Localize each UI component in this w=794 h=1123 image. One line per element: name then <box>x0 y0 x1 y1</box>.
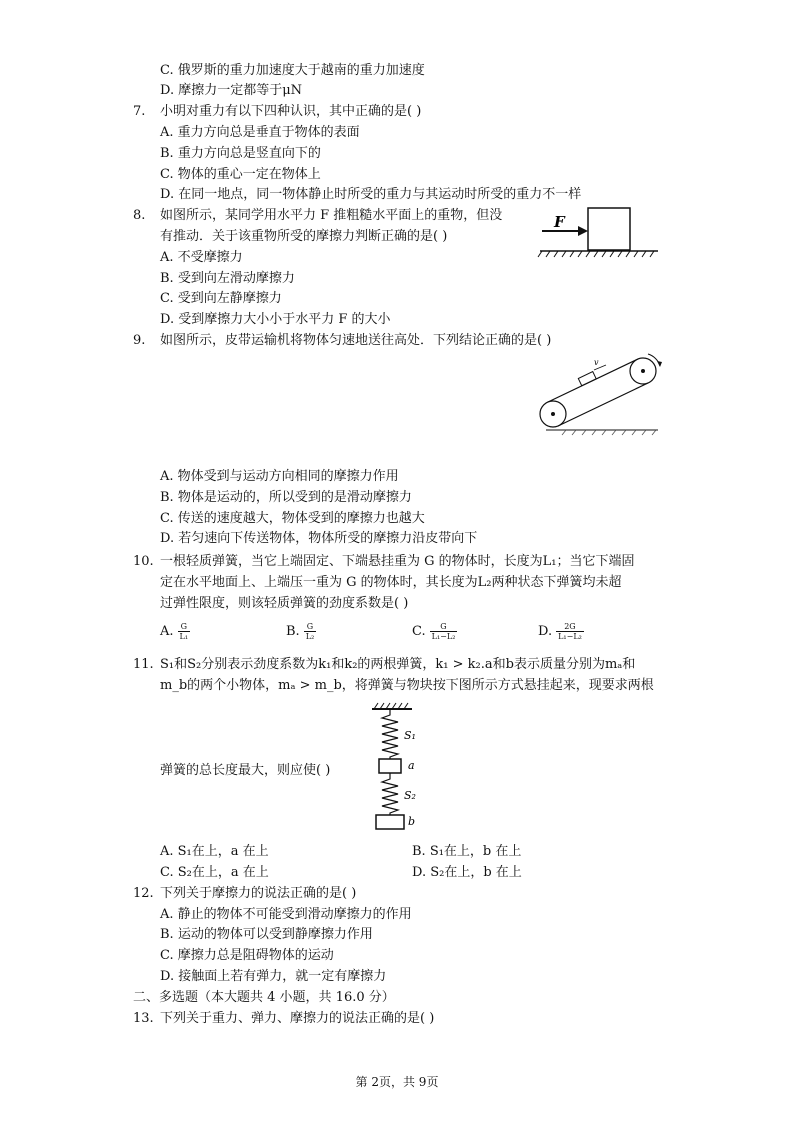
option-a: A. 物体受到与运动方向相同的摩擦力作用 <box>160 469 399 484</box>
question-number: 11. <box>133 657 154 672</box>
page-footer: 第 2页，共 9页 <box>355 1075 439 1089</box>
option-a: A. 重力方向总是垂直于物体的表面 <box>160 125 360 140</box>
option-c: C. $\frac{G}{\text{L₁−L₂}}$ <box>412 622 456 641</box>
question-text: 如图所示，某同学用水平力 F 推粗糙水平面上的重物，但没 <box>160 208 503 223</box>
option-d: D. 若匀速向下传送物体，物体所受的摩擦力沿皮带向下 <box>160 531 478 546</box>
question-text: 过弹性限度，则该轻质弹簧的劲度系数是( ) <box>160 596 409 611</box>
option-b: B. 运动的物体可以受到静摩擦力作用 <box>160 927 373 942</box>
question-number: 10. <box>133 554 154 569</box>
option-d: D. $\frac{2G}{\text{L₁−L₂}}$ <box>538 622 582 641</box>
figure-push-block <box>536 205 661 260</box>
option-d: D. 受到摩擦力大小小于水平力 F 的大小 <box>160 312 391 327</box>
option-c: C. 受到向左静摩擦力 <box>160 291 282 306</box>
option-c: C. 俄罗斯的重力加速度大于越南的重力加速度 <box>160 63 425 78</box>
velocity-label: v <box>594 358 599 367</box>
block-b-label: b <box>408 815 416 828</box>
question-text: 弹簧的总长度最大，则应使( ) <box>160 763 331 778</box>
question-text: 一根轻质弹簧，当它上端固定、下端悬挂重为 G 的物体时，长度为L₁；当它下端固 <box>160 554 635 569</box>
option-c: C. 摩擦力总是阻碍物体的运动 <box>160 948 334 963</box>
option-b: B. 物体是运动的，所以受到的是滑动摩擦力 <box>160 490 412 505</box>
figure-springs <box>368 703 428 831</box>
option-c: C. 传送的速度越大，物体受到的摩擦力也越大 <box>160 511 425 526</box>
option-a: A. 不受摩擦力 <box>160 250 243 265</box>
question-number: 8. <box>133 208 146 223</box>
option-a: A. 静止的物体不可能受到滑动摩擦力的作用 <box>160 907 412 922</box>
question-text: 定在水平地面上、上端压一重为 G 的物体时，其长度为L₂两种状态下弹簧均未超 <box>160 575 622 590</box>
spring-s2-label: S₂ <box>404 789 416 802</box>
option-d: D. 在同一地点，同一物体静止时所受的重力与其运动时所受的重力不一样 <box>160 187 582 202</box>
option-a: A. $\frac{G}{\text{L₁}}$ <box>160 622 189 641</box>
question-text: m_b的两个小物体，mₐ > m_b，将弹簧与物块按下图所示方式悬挂起来，现要求两根 <box>160 678 654 693</box>
option-b: B. 重力方向总是竖直向下的 <box>160 146 321 161</box>
figure-conveyor <box>536 352 662 438</box>
option-a: A. S₁在上，a 在上 <box>160 844 269 859</box>
question-text: 下列关于重力、弹力、摩擦力的说法正确的是( ) <box>160 1011 435 1026</box>
option-d: D. S₂在上，b 在上 <box>412 865 522 880</box>
option-b: B. $\frac{G}{\text{L₂}}$ <box>286 622 315 641</box>
option-d: D. 摩擦力一定都等于μN <box>160 83 303 98</box>
option-d: D. 接触面上若有弹力，就一定有摩擦力 <box>160 969 387 984</box>
force-label: F <box>554 213 565 231</box>
question-text: 下列关于摩擦力的说法正确的是( ) <box>160 886 357 901</box>
question-number: 7. <box>133 104 146 119</box>
question-text: 如图所示，皮带运输机将物体匀速地送往高处．下列结论正确的是( ) <box>160 333 552 348</box>
question-number: 12. <box>133 886 154 901</box>
question-text: 有推动．关于该重物所受的摩擦力判断正确的是( ) <box>160 229 448 244</box>
option-b: B. 受到向左滑动摩擦力 <box>160 271 295 286</box>
option-c: C. 物体的重心一定在物体上 <box>160 167 321 182</box>
question-number: 13. <box>133 1011 154 1026</box>
question-number: 9. <box>133 333 146 348</box>
option-b: B. S₁在上，b 在上 <box>412 844 522 859</box>
question-text: 小明对重力有以下四种认识，其中正确的是( ) <box>160 104 422 119</box>
question-text: S₁和S₂分别表示劲度系数为k₁和k₂的两根弹簧，k₁ > k₂.a和b表示质量分别为mₐ和 <box>160 657 636 672</box>
spring-s1-label: S₁ <box>404 729 416 742</box>
block-a-label: a <box>408 759 415 772</box>
section-heading: 二、多选题（本大题共 4 小题，共 16.0 分） <box>133 990 395 1005</box>
option-c: C. S₂在上，a 在上 <box>160 865 269 880</box>
